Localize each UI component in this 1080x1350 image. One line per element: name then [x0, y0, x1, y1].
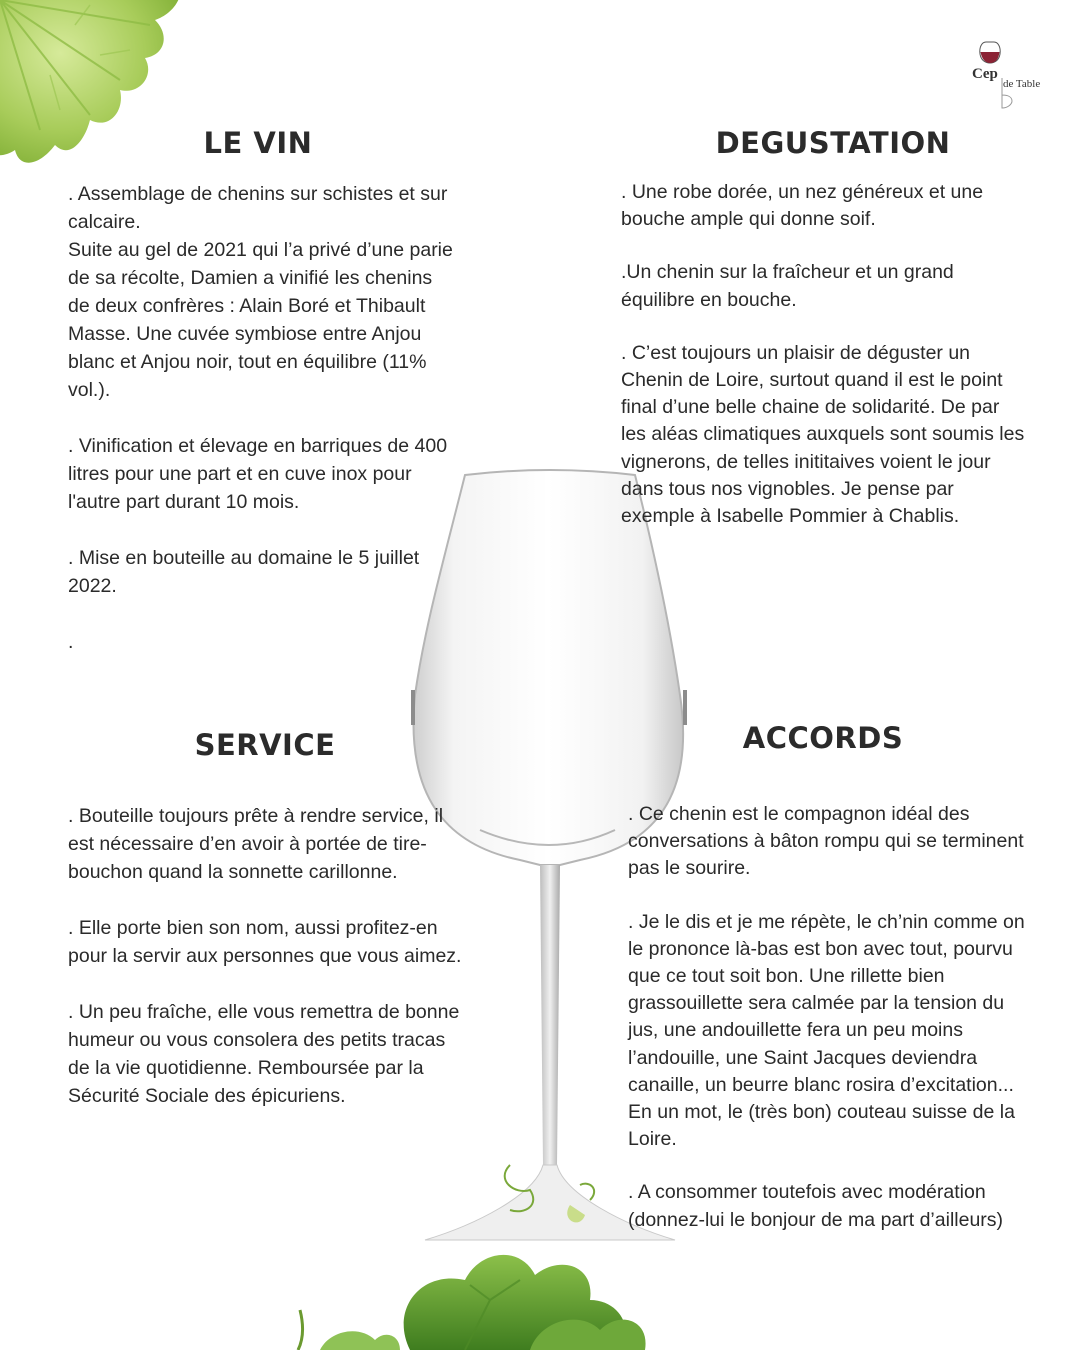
- section-title-le-vin: LE VIN: [203, 126, 313, 160]
- section-title-degustation: DEGUSTATION: [715, 126, 951, 160]
- section-title-accords: ACCORDS: [742, 721, 904, 755]
- paragraph: . Mise en bouteille au domaine le 5 juillet 2022.: [68, 547, 420, 597]
- section-body-degustation: [621, 179, 1026, 530]
- section-title-service: SERVICE: [194, 728, 336, 762]
- paragraph: .: [68, 631, 74, 653]
- paragraph: .Un chenin sur la fraîcheur et un grand équilibre en bouche.: [621, 261, 954, 311]
- paragraph: . Un peu fraîche, elle vous remettra de bonne humeur ou vous consolera des petits tracas de la vie quotidienne. Remboursée par la Sécurité Sociale des épicuriens.: [68, 1001, 460, 1107]
- vine-leaf-illustration: [0, 0, 220, 200]
- paragraph: . C’est toujours un plaisir de déguster un Chenin de Loire, surtout quand il est le point final d’une belle chaine de solidarité. De par les aléas climatiques auxquels sont soumis les vignerons, de telles inititaives voient le jour dans tous nos vignobles. Je pense par exemple à Isabelle Pommier à Chablis.: [621, 341, 1025, 528]
- paragraph: . Bouteille toujours prête à rendre service, il est nécessaire d’en avoir à portée de tire-bouchon quand la sonnette carillonne.: [68, 805, 444, 883]
- section-body-service: [68, 802, 468, 1110]
- logo-text-cep: Cep: [972, 66, 998, 82]
- cep-de-table-logo: [968, 38, 1053, 113]
- paragraph: . A consommer toutefois avec modération (donnez-lui le bonjour de ma part d’ailleurs): [628, 1181, 1004, 1231]
- section-body-le-vin: [68, 180, 453, 656]
- paragraph: . Vinification et élevage en barriques de 400 litres pour une part et en cuve inox pour l'autre part durant 10 mois.: [68, 435, 448, 513]
- paragraph: . Assemblage de chenins sur schistes et sur calcaire. Suite au gel de 2021 qui l’a privé d’une parie de sa récolte, Damien a vinifié les chenins de deux confrères : Alain Boré et Thibault Masse. Une cuvée symbiose entre Anjou blanc et Anjou noir, tout en équilibre (11% vol.).: [68, 183, 453, 401]
- paragraph: . Une robe dorée, un nez généreux et une bouche ample qui donne soif.: [621, 181, 984, 231]
- paragraph: . Elle porte bien son nom, aussi profitez-en pour la servir aux personnes que vous aimez.: [68, 917, 462, 967]
- paragraph: . Ce chenin est le compagnon idéal des conversations à bâton rompu qui se terminent pas le sourire.: [628, 803, 1024, 880]
- section-body-accords: [628, 801, 1038, 1234]
- logo-text-de-table: de Table: [1003, 78, 1041, 90]
- paragraph: . Je le dis et je me répète, le ch’nin comme on le prononce là-bas est bon avec tout, pourvu que ce tout soit bon. Une rillette bien grassouillette sera calmée par la tension du jus, une andouillette fera un peu moins l’andouille, une Saint Jacques deviendra canaille, un beurre blanc rosira d’excitation... En un mot, le (très bon) couteau suisse de la Loire.: [628, 910, 1025, 1151]
